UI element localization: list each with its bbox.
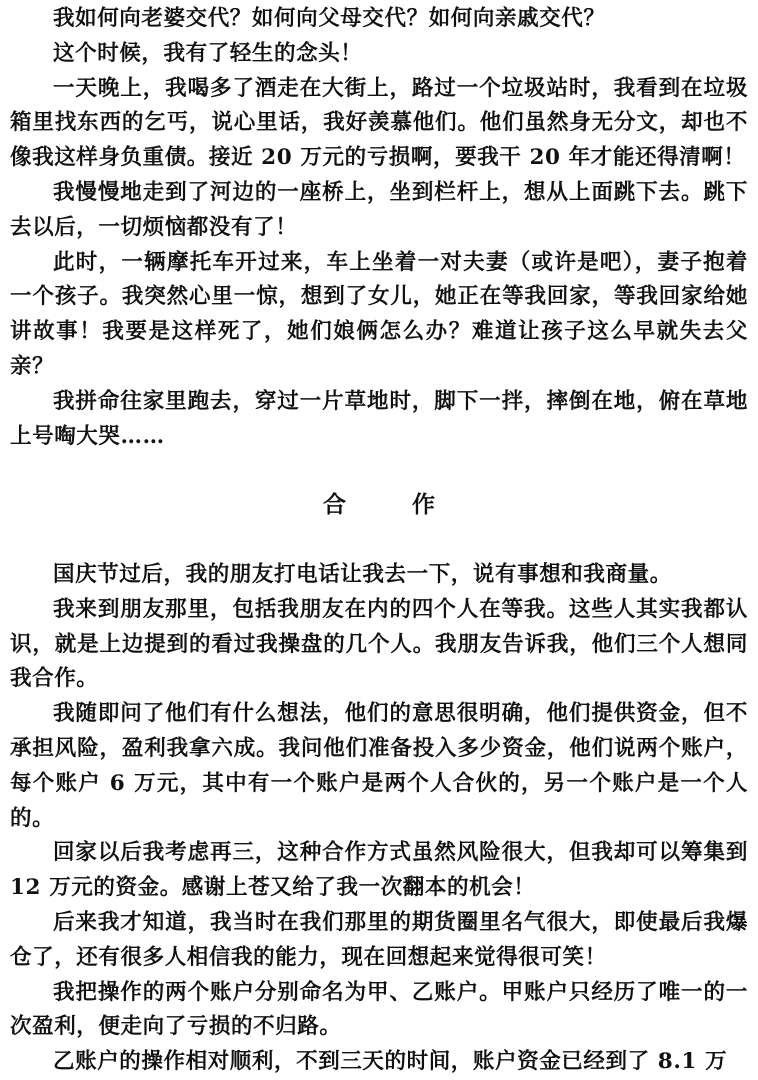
paragraph: 后来我才知道，我当时在我们那里的期货圈里名气很大，即使最后我爆仓了，还有很多人相信我的能力，现在回想起来觉得很可笑！ <box>10 909 748 970</box>
heading-char-2: 作 <box>412 491 435 518</box>
paragraph: 此时，一辆摩托车开过来，车上坐着一对夫妻（或许是吧），妻子抱着一个孩子。我突然心里一惊，想到了女儿，她正在等我回家，等我回家给她讲故事！我要是这样死了，她们娘俩怎么办？难道让孩子这么早就失去父亲？ <box>10 249 748 379</box>
paragraph: 我来到朋友那里，包括我朋友在内的四个人在等我。这些人其实我都认识，就是上边提到的看过我操盘的几个人。我朋友告诉我，他们三个人想同我合作。 <box>10 596 748 692</box>
paragraph: 我随即问了他们有什么想法，他们的意思很明确，他们提供资金，但不承担风险，盈利我拿六成。我问他们准备投入多少资金，他们说两个账户，每个账户 6 万元，其中有一个账户是两个人合伙的，另一个账户是一个人的。 <box>10 701 748 831</box>
top-text-block <box>0 2 758 454</box>
paragraph: 一天晚上，我喝多了酒走在大街上，路过一个垃圾站时，我看到在垃圾箱里找东西的乞丐，说心里话，我好羡慕他们。他们虽然身无分文，却也不像我这样身负重债。接近 20 万元的亏损啊，要我干 20 年才能还得清啊！ <box>10 75 748 171</box>
paragraph: 我如何向老婆交代？如何向父母交代？如何向亲戚交代？ <box>53 6 606 31</box>
bottom-text-block <box>0 558 758 1080</box>
paragraph: 这个时候，我有了轻生的念头！ <box>53 40 363 66</box>
paragraph: 我慢慢地走到了河边的一座桥上，坐到栏杆上，想从上面跳下去。跳下去以后，一切烦恼都没有了！ <box>10 179 748 240</box>
paragraph: 我把操作的两个账户分别命名为甲、乙账户。甲账户只经历了唯一的一次盈利，便走向了亏损的不归路。 <box>10 979 748 1040</box>
paragraph: 乙账户的操作相对顺利，不到三天的时间，账户资金已经到了 8.1 万 <box>53 1049 728 1075</box>
paragraph: 国庆节过后，我的朋友打电话让我去一下，说有事想和我商量。 <box>53 562 672 587</box>
paragraph: 我拼命往家里跑去，穿过一片草地时，脚下一拌，摔倒在地，俯在草地上号啕大哭…… <box>10 388 748 449</box>
section-heading <box>0 488 758 522</box>
paragraph: 回家以后我考虑再三，这种合作方式虽然风险很大，但我却可以筹集到 12 万元的资金。感谢上苍又给了我一次翻本的机会！ <box>10 840 748 901</box>
heading-char-1: 合 <box>323 491 346 518</box>
